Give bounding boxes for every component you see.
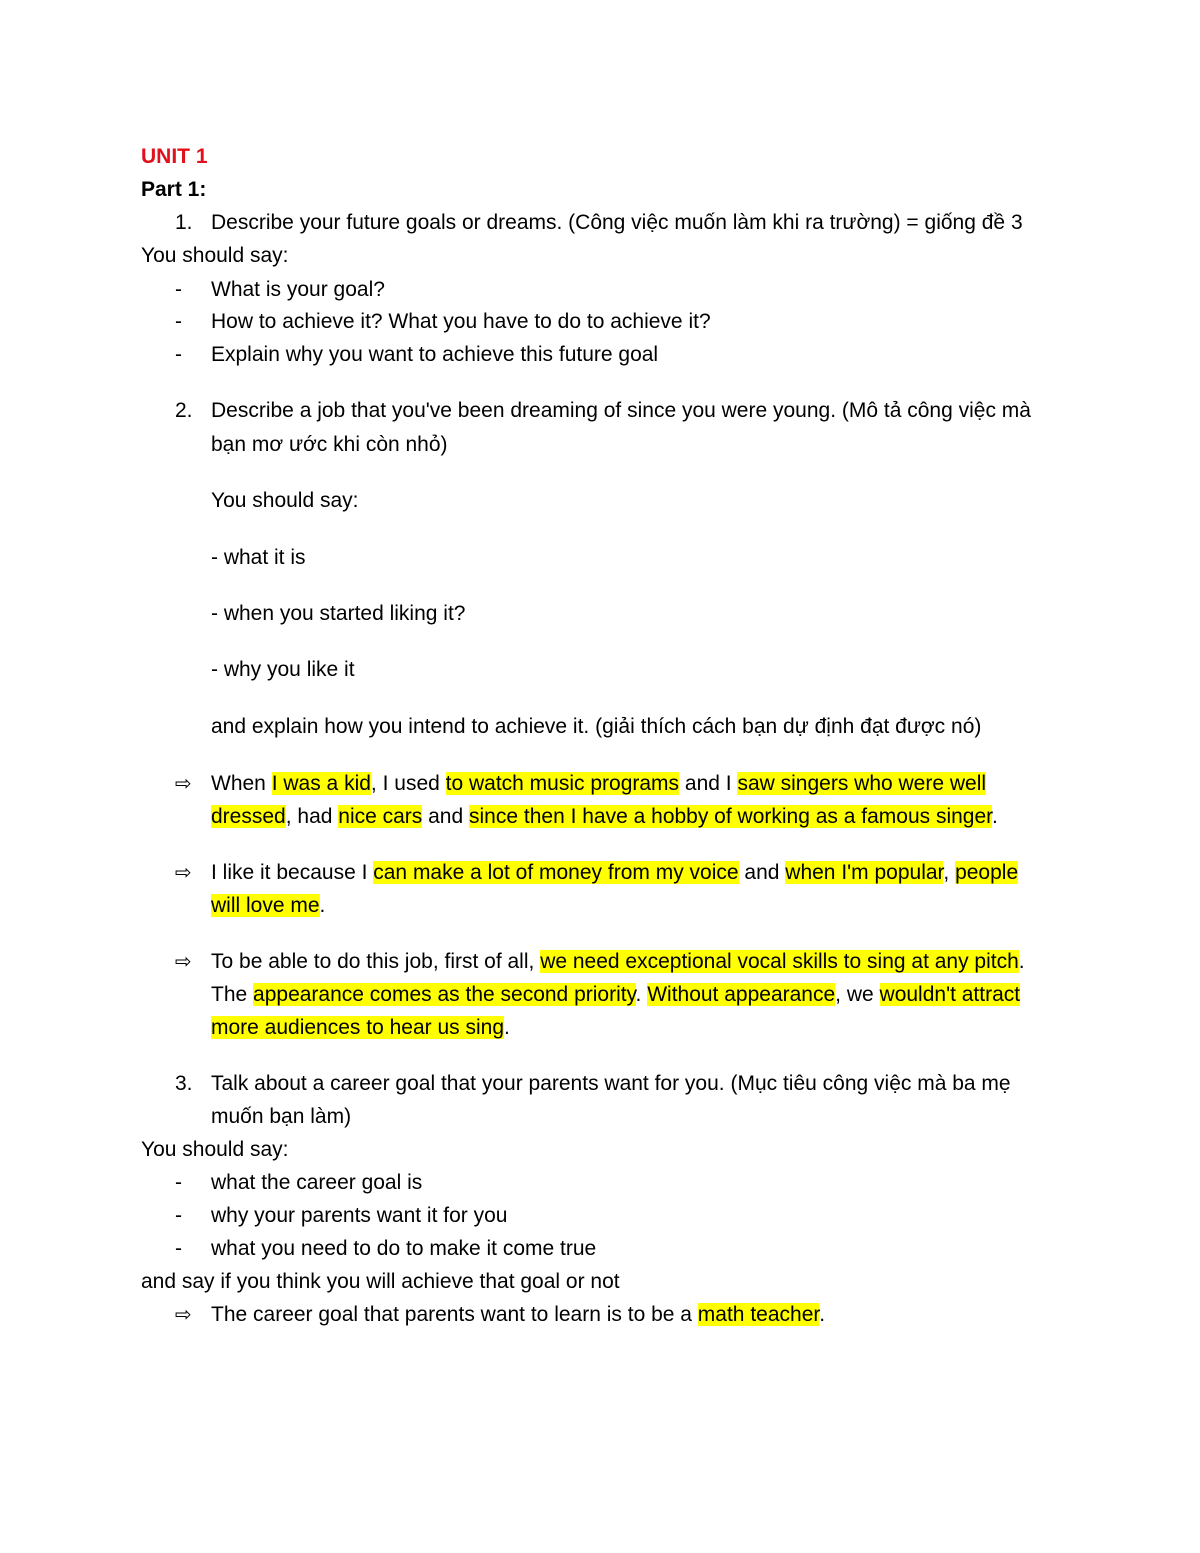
- highlighted-phrase: will love me: [211, 894, 320, 917]
- q3-answer: [211, 1300, 825, 1330]
- q1-number: 1.: [175, 211, 193, 234]
- q2-should-say: You should say:: [211, 489, 359, 512]
- q1-text: Describe your future goals or dreams. (Công việc muốn làm khi ra trường) = giống đề 3: [211, 211, 1023, 234]
- unit-title: UNIT 1: [141, 145, 208, 168]
- q3-text-line1: Talk about a career goal that your parents want for you. (Mục tiêu công việc mà ba mẹ: [211, 1072, 1011, 1095]
- arrow-icon: ⇨: [175, 951, 192, 973]
- highlighted-phrase: wouldn't attract: [879, 983, 1021, 1006]
- answer-text: ,: [943, 861, 956, 884]
- q3-number: 3.: [175, 1072, 193, 1095]
- q3-text-line2: muốn bạn làm): [211, 1105, 352, 1128]
- q1-dash: -: [175, 310, 182, 333]
- answer-text: .: [992, 805, 998, 828]
- q2-answer2-line2: [211, 891, 325, 921]
- q3-item: what you need to do to make it come true: [211, 1237, 597, 1260]
- q2-number: 2.: [175, 399, 193, 422]
- q1-dash: -: [175, 278, 182, 301]
- q3-dash: -: [175, 1171, 182, 1194]
- highlighted-phrase: appearance comes as the second priority: [253, 983, 636, 1006]
- q1-item: Explain why you want to achieve this future goal: [211, 343, 659, 366]
- arrow-icon: ⇨: [175, 862, 192, 884]
- highlighted-phrase: math teacher: [697, 1303, 820, 1326]
- q2-answer1-line1: [211, 769, 986, 799]
- highlighted-phrase: nice cars: [338, 805, 423, 828]
- highlighted-phrase: when I'm popular: [785, 861, 944, 884]
- q3-item: why your parents want it for you: [211, 1204, 508, 1227]
- q2-item: - when you started liking it?: [211, 602, 466, 625]
- highlighted-phrase: more audiences to hear us sing: [211, 1016, 505, 1039]
- answer-text: .: [319, 894, 326, 917]
- arrow-icon: ⇨: [175, 1304, 192, 1326]
- q2-explain: and explain how you intend to achieve it. (giải thích cách bạn dự định đạt được nó): [211, 715, 982, 738]
- q1-item: What is your goal?: [211, 278, 385, 301]
- highlighted-phrase: since then I have a hobby of working as a famous singer: [469, 805, 992, 828]
- highlighted-phrase: Without appearance: [647, 983, 836, 1006]
- q3-closing: and say if you think you will achieve that goal or not: [141, 1270, 620, 1293]
- q2-answer2-line1: [211, 858, 1018, 888]
- q2-item: - why you like it: [211, 658, 355, 681]
- answer-text: and: [738, 861, 786, 884]
- answer-text: , I used: [370, 772, 446, 795]
- highlighted-phrase: people: [955, 861, 1019, 884]
- q2-text-line2: bạn mơ ước khi còn nhỏ): [211, 433, 448, 456]
- arrow-icon: ⇨: [175, 773, 192, 795]
- answer-text: .: [1018, 950, 1025, 973]
- q1-should-say: You should say:: [141, 244, 289, 267]
- highlighted-phrase: we need exceptional vocal skills to sing at any pitch: [540, 950, 1019, 973]
- answer-text: .: [635, 983, 648, 1006]
- answer-text: , had: [285, 805, 339, 828]
- answer-text: .: [504, 1016, 510, 1039]
- answer-text: and: [422, 805, 470, 828]
- answer-text: .: [819, 1303, 826, 1326]
- answer-text: and I: [679, 772, 738, 795]
- answer-text: When: [211, 772, 272, 795]
- highlighted-phrase: dressed: [211, 805, 286, 828]
- q1-item: How to achieve it? What you have to do to achieve it?: [211, 310, 711, 333]
- answer-text: The career goal that parents want to learn is to be a: [211, 1303, 698, 1326]
- answer-text: , we: [835, 983, 880, 1006]
- q2-text-line1: Describe a job that you've been dreaming of since you were young. (Mô tả công việc mà: [211, 399, 1031, 422]
- answer-text: To be able to do this job, first of all,: [211, 950, 541, 973]
- answer-text: I like it because I: [211, 861, 374, 884]
- answer-text: The: [211, 983, 254, 1006]
- q2-item: - what it is: [211, 546, 306, 569]
- q3-dash: -: [175, 1204, 182, 1227]
- highlighted-phrase: can make a lot of money from my voice: [373, 861, 739, 884]
- q1-dash: -: [175, 343, 182, 366]
- q3-should-say: You should say:: [141, 1138, 289, 1161]
- highlighted-phrase: saw singers who were well: [737, 772, 987, 795]
- q3-item: what the career goal is: [211, 1171, 423, 1194]
- highlighted-phrase: to watch music programs: [445, 772, 680, 795]
- highlighted-phrase: I was a kid: [271, 772, 371, 795]
- q2-answer3-line3: [211, 1013, 510, 1043]
- q3-dash: -: [175, 1237, 182, 1260]
- q2-answer3-line2: [211, 980, 1020, 1010]
- q2-answer1-line2: [211, 802, 998, 832]
- q2-answer3-line1: [211, 947, 1025, 977]
- part-label: Part 1:: [141, 178, 207, 201]
